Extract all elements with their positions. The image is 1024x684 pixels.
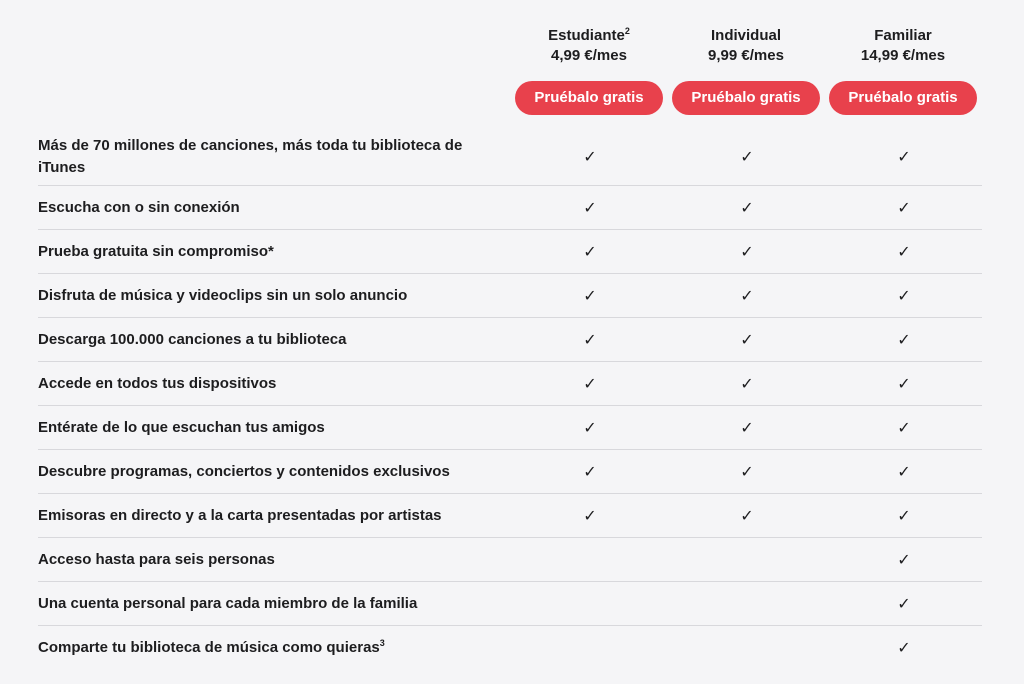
plan-headers (510, 26, 982, 118)
checkmark-icon: ✓ (740, 418, 754, 437)
checkmark-icon: ✓ (897, 550, 911, 569)
feature-text (38, 461, 450, 483)
checkmark-icon: ✓ (583, 147, 597, 166)
feature-label (38, 318, 488, 361)
feature-label-text: Disfruta de música y videoclips sin un solo anuncio (38, 286, 408, 304)
feature-row (38, 450, 982, 494)
feature-label-text: Más de 70 millones de canciones, más toda tu biblioteca de iTunes (38, 136, 463, 176)
feature-comparison-table (38, 128, 982, 669)
checkmark-icon: ✓ (897, 374, 911, 393)
feature-label (38, 626, 488, 669)
try-free-button-individual[interactable]: Pruébalo gratis (672, 81, 820, 115)
checkmark-icon: ✓ (583, 462, 597, 481)
feature-label (38, 128, 488, 185)
checkmark-icon: ✓ (583, 330, 597, 349)
feature-footnote: 3 (379, 637, 385, 648)
plan-footnote: 2 (624, 26, 630, 36)
feature-row (38, 626, 982, 669)
feature-row (38, 362, 982, 406)
checkmark-icon: ✓ (740, 330, 754, 349)
feature-label-text: Descarga 100.000 canciones a tu biblioteca (38, 330, 347, 348)
checkmark-icon: ✓ (740, 374, 754, 393)
feature-label (38, 538, 488, 581)
checkmark-icon: ✓ (583, 374, 597, 393)
checkmark-icon: ✓ (897, 286, 911, 305)
checkmark-icon: ✓ (583, 198, 597, 217)
feature-text (38, 549, 275, 571)
feature-row (38, 128, 982, 186)
plan-price: 14,99 €/mes (860, 47, 946, 64)
checkmark-icon: ✓ (583, 242, 597, 261)
feature-label (38, 186, 488, 229)
plan-estudiante (515, 26, 663, 115)
feature-text (38, 417, 325, 439)
checkmark-icon: ✓ (740, 286, 754, 305)
feature-row (38, 230, 982, 274)
checkmark-icon: ✓ (897, 198, 911, 217)
checkmark-icon: ✓ (583, 418, 597, 437)
checkmark-icon: ✓ (897, 506, 911, 525)
checkmark-icon: ✓ (583, 506, 597, 525)
feature-label (38, 406, 488, 449)
checkmark-icon: ✓ (897, 330, 911, 349)
feature-row (38, 494, 982, 538)
checkmark-icon: ✓ (897, 638, 911, 657)
feature-row (38, 538, 982, 582)
feature-label-text: Una cuenta personal para cada miembro de la familia (38, 594, 418, 612)
checkmark-icon: ✓ (897, 147, 911, 166)
checkmark-icon: ✓ (897, 462, 911, 481)
feature-label (38, 582, 488, 625)
feature-label-text: Accede en todos tus dispositivos (38, 374, 277, 392)
checkmark-icon: ✓ (740, 198, 754, 217)
feature-text (38, 135, 488, 179)
feature-text (38, 637, 385, 659)
feature-row (38, 406, 982, 450)
checkmark-icon: ✓ (583, 286, 597, 305)
feature-text (38, 505, 442, 527)
plan-name: Familiar (874, 27, 932, 44)
feature-text (38, 197, 240, 219)
plan-individual (672, 26, 820, 115)
feature-text (38, 285, 407, 307)
feature-label (38, 230, 488, 273)
feature-label (38, 494, 488, 537)
feature-text (38, 241, 274, 263)
feature-row (38, 582, 982, 626)
plan-name: Individual (710, 27, 781, 44)
feature-label-text: Acceso hasta para seis personas (38, 550, 275, 568)
feature-label-text: Prueba gratuita sin compromiso* (38, 242, 274, 260)
checkmark-icon: ✓ (897, 594, 911, 613)
feature-label (38, 450, 488, 493)
feature-label-text: Escucha con o sin conexión (38, 198, 240, 216)
checkmark-icon: ✓ (740, 242, 754, 261)
checkmark-icon: ✓ (740, 506, 754, 525)
try-free-button-estudiante[interactable]: Pruébalo gratis (515, 81, 663, 115)
feature-label (38, 362, 488, 405)
feature-label-text: Entérate de lo que escuchan tus amigos (38, 418, 325, 436)
checkmark-icon: ✓ (740, 462, 754, 481)
checkmark-icon: ✓ (897, 242, 911, 261)
feature-text (38, 329, 346, 351)
feature-text (38, 373, 276, 395)
feature-row (38, 318, 982, 362)
feature-label (38, 274, 488, 317)
plan-price: 9,99 €/mes (708, 47, 784, 64)
checkmark-icon: ✓ (897, 418, 911, 437)
feature-text (38, 593, 417, 615)
feature-label-text: Comparte tu biblioteca de música como quieras (38, 638, 380, 656)
checkmark-icon: ✓ (740, 147, 754, 166)
plan-name: Estudiante$^2$ (548, 26, 630, 44)
plan-familiar (829, 26, 977, 115)
feature-label-text: Emisoras en directo y a la carta presentadas por artistas (38, 506, 442, 524)
try-free-button-familiar[interactable]: Pruébalo gratis (829, 81, 977, 115)
feature-row (38, 186, 982, 230)
feature-row (38, 274, 982, 318)
plan-price: 4,99 €/mes (551, 47, 627, 64)
feature-label-text: Descubre programas, conciertos y contenidos exclusivos (38, 462, 450, 480)
